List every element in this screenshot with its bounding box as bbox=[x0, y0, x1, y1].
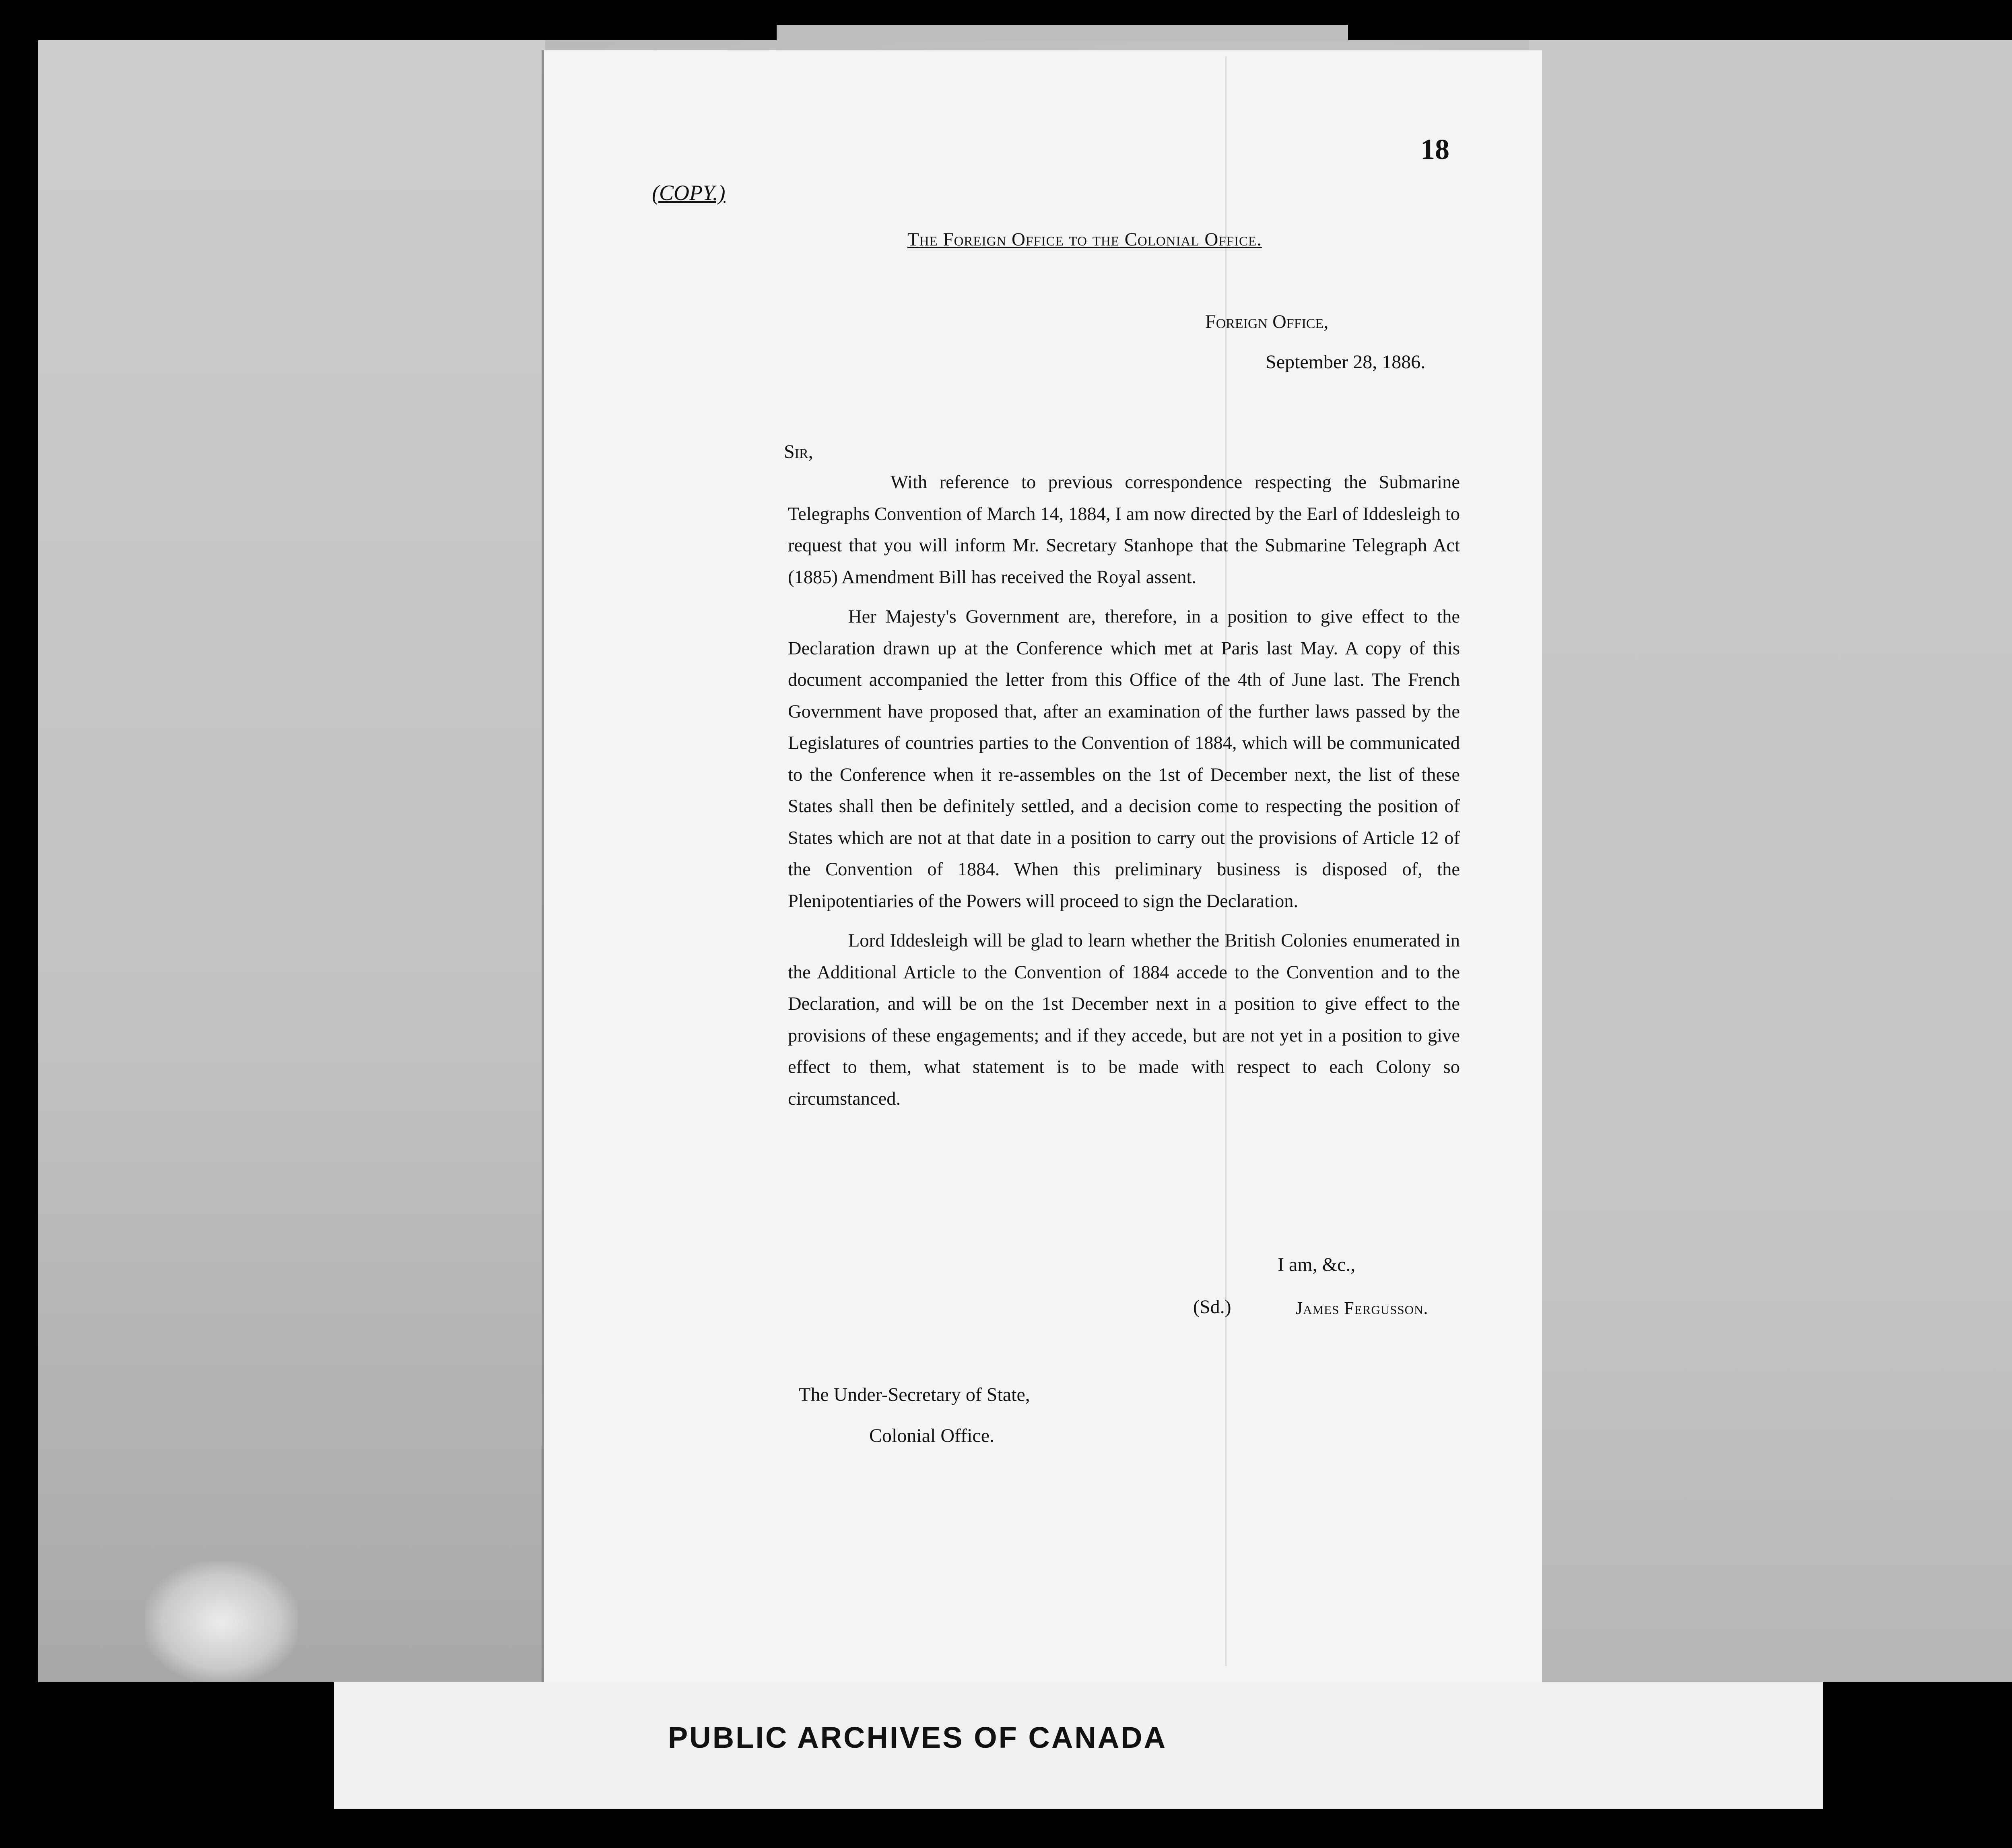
letter-date: September 28, 1886. bbox=[1266, 351, 1426, 373]
copy-mark: (COPY.) bbox=[652, 181, 726, 205]
backing-sheet-right bbox=[1529, 40, 2012, 1682]
addressee-office: Colonial Office. bbox=[869, 1425, 995, 1446]
top-edge-strip bbox=[777, 25, 1348, 41]
archive-label bbox=[334, 1682, 1823, 1809]
signatory-name: James Fergusson. bbox=[1296, 1298, 1429, 1318]
addressee-title: The Under-Secretary of State, bbox=[799, 1384, 1030, 1405]
letter-body bbox=[788, 467, 1460, 1123]
backing-sheet-left bbox=[38, 40, 545, 1682]
body-paragraph: Her Majesty's Government are, therefore, in a position to give effect to the Declaration drawn up at the Conference which met at Paris last May. A copy of this document accompanied the letter from this Office of the 4th of June last. The French Government have proposed that, after an examination of the further laws passed by the Legislatures of countries parties to the Convention of 1884, which will be communicated to the Conference when it re-assembles on the 1st of December next, the list of these States shall then be definitely settled, and a decision come to respecting the position of States which are not at that date in a position to carry out the provisions of Article 12 of the Convention of 1884. When this preliminary business is disposed of, the Plenipotentiaries of the Powers will proceed to sign the Declaration. bbox=[788, 606, 1460, 912]
page-number: 18 bbox=[1420, 133, 1449, 165]
body-paragraph: With reference to previous correspondence respecting the Submarine Telegraphs Convention of March 14, 1884, I am now directed by the Earl of Iddesleigh to request that you will inform Mr. Secretary Stanhope that the Submarine Telegraph Act (1885) Amendment Bill has received the Royal assent. bbox=[788, 472, 1460, 588]
salutation: Sir, bbox=[784, 441, 813, 462]
letter-heading: The Foreign Office to the Colonial Office. bbox=[907, 229, 1262, 250]
paper-stain bbox=[145, 1561, 298, 1682]
signed-mark: (Sd.) bbox=[1193, 1296, 1231, 1318]
sender-address: Foreign Office, bbox=[1205, 311, 1329, 332]
archive-label-text: PUBLIC ARCHIVES OF CANADA bbox=[668, 1721, 1167, 1754]
body-paragraph: Lord Iddesleigh will be glad to learn whether the British Colonies enumerated in the Additional Article to the Convention of 1884 accede to the Convention and to the Declaration, and will be on the 1st December next in a position to give effect to the provisions of these engagements; and if they accede, but are not yet in a position to give effect to them, what statement is to be made with respect to each Colony so circumstanced. bbox=[788, 930, 1460, 1109]
closing-line: I am, &c., bbox=[1278, 1254, 1356, 1275]
